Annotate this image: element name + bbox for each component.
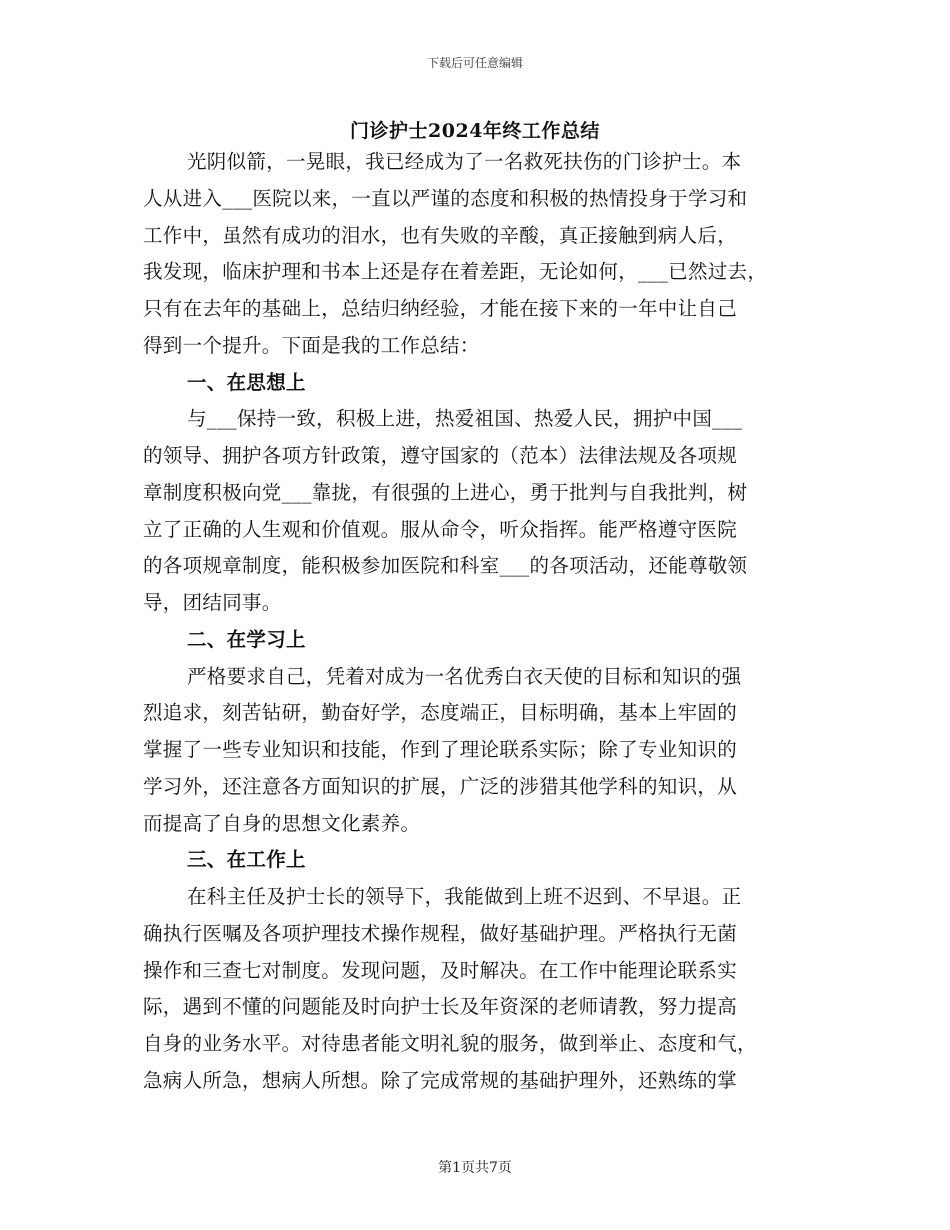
body-line-3: 工作中，虽然有成功的泪水，也有失败的辛酸，真正接触到病人后， — [143, 223, 738, 247]
body-line-17: 掌握了一些专业知识和技能，作到了理论联系实际；除了专业知识的 — [143, 738, 738, 761]
body-line-23: 操作和三查七对制度。发现问题，及时解决。在工作中能理论联系实 — [143, 958, 738, 982]
section-heading-work: 三、在工作上 — [187, 848, 306, 872]
body-line-4: 我发现，临床护理和书本上还是存在着差距，无论如何，___已然过去， — [143, 260, 768, 284]
body-line-16: 烈追求，刻苦钻研，勤奋好学，态度端正，目标明确，基本上牢固的 — [143, 701, 738, 725]
body-line-6: 得到一个提升。下面是我的工作总结： — [143, 333, 480, 357]
body-line-12: 的各项规章制度，能积极参加医院和科室___的各项活动，还能尊敬领 — [143, 554, 748, 578]
body-line-11: 立了正确的人生观和价值观。服从命令，听众指挥。能严格遵守医院 — [143, 517, 738, 541]
body-line-9: 的领导、拥护各项方针政策，遵守国家的（范本）法律法规及各项规 — [143, 444, 738, 467]
document-title: 门诊护士2024年终工作总结 — [350, 120, 600, 142]
body-line-10: 章制度积极向党___靠拢，有很强的上进心，勇于批判与自我批判，树 — [143, 480, 748, 504]
body-line-15: 严格要求自己，凭着对成为一名优秀白衣天使的目标和知识的强 — [187, 664, 742, 688]
body-line-21: 在科主任及护士长的领导下，我能做到上班不迟到、不早退。正 — [187, 885, 742, 908]
body-line-22: 确执行医嘱及各项护理技术操作规程，做好基础护理。严格执行无菌 — [143, 921, 738, 945]
body-line-25: 自身的业务水平。对待患者能文明礼貌的服务，做到举止、态度和气， — [143, 1032, 757, 1055]
body-line-2: 人从进入___医院以来，一直以严谨的态度和积极的热情投身于学习和 — [143, 186, 748, 210]
body-line-26: 急病人所急，想病人所想。除了完成常规的基础护理外，还熟练的掌 — [143, 1068, 738, 1092]
section-heading-thought: 一、在思想上 — [187, 370, 306, 394]
section-heading-study: 二、在学习上 — [187, 627, 306, 651]
body-line-1: 光阴似箭，一晃眼，我已经成为了一名救死扶伤的门诊护士。本 — [187, 150, 742, 173]
body-line-8: 与___保持一致，积极上进，热爱祖国、热爱人民，拥护中国___ — [187, 407, 743, 431]
document-body — [143, 144, 823, 1100]
header-note: 下载后可任意编辑 — [426, 56, 523, 70]
body-line-13: 导，团结同事。 — [143, 591, 282, 614]
page-footer: 第1页共7页 — [438, 1160, 512, 1176]
body-line-5: 只有在去年的基础上，总结归纳经验，才能在接下来的一年中让自己 — [143, 297, 738, 320]
body-line-19: 而提高了自身的思想文化素养。 — [143, 811, 421, 835]
body-line-18: 学习外，还注意各方面知识的扩展，广泛的涉猎其他学科的知识，从 — [143, 774, 738, 798]
body-line-24: 际，遇到不懂的问题能及时向护士长及年资深的老师请教，努力提高 — [143, 995, 738, 1019]
